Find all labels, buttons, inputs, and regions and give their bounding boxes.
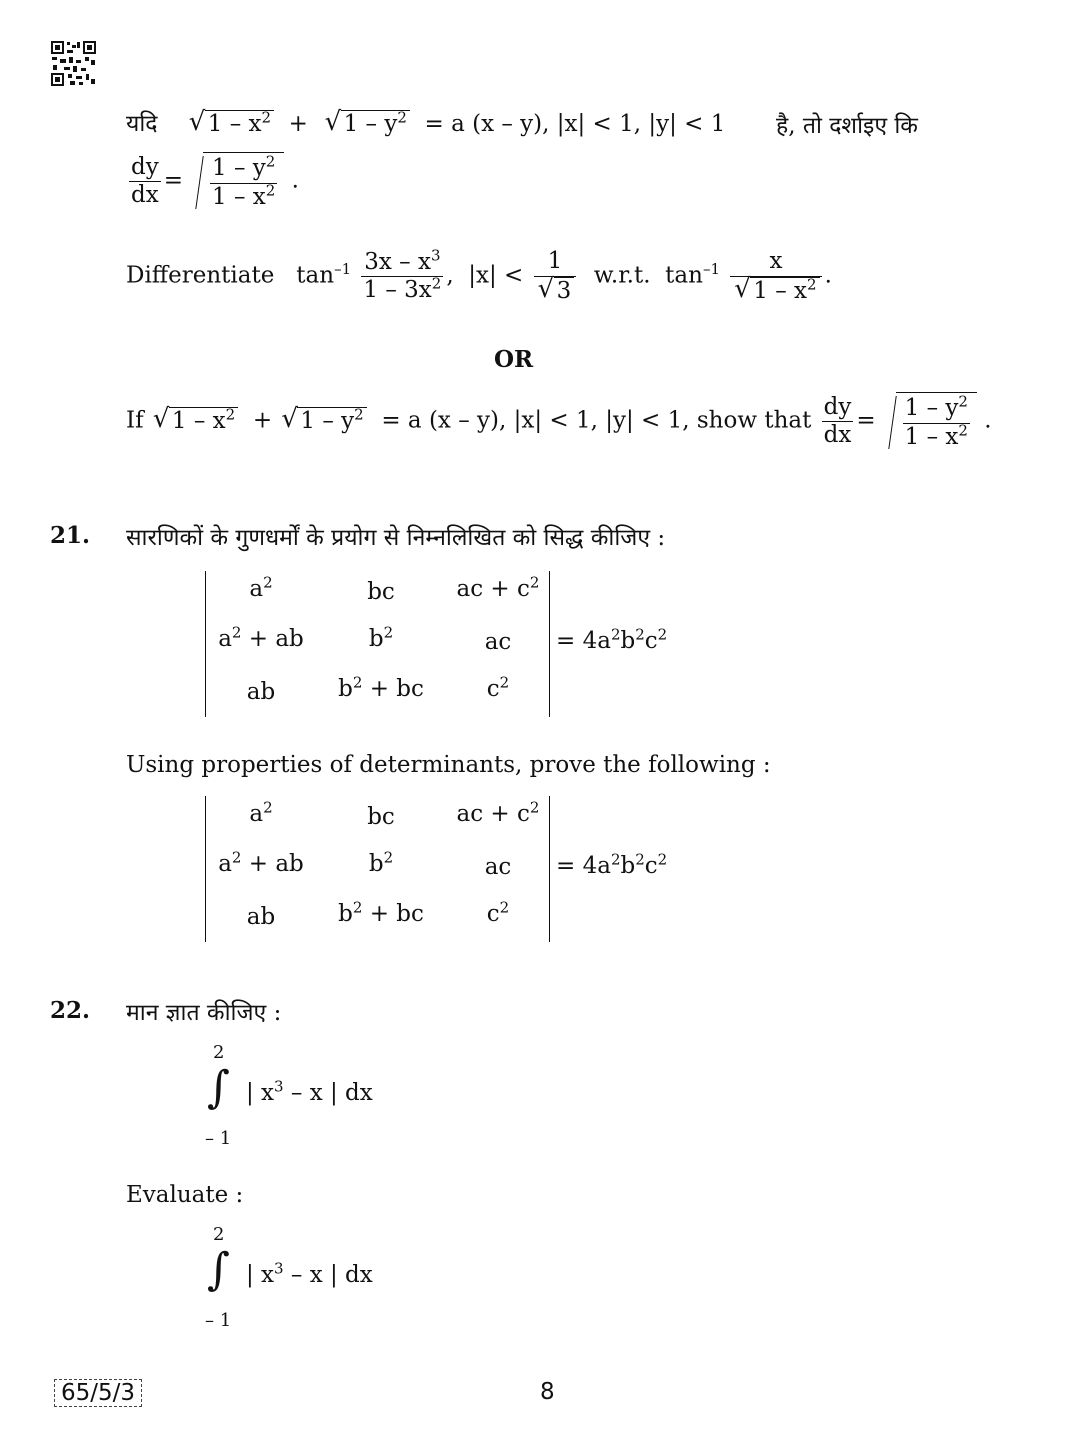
sqrt-one-minus-y2-en: √ $1 - y^2$ [281,407,366,434]
integral-lower-limit-english: – 1 [205,1310,232,1331]
sqrt-one-minus-x2: √ $1 - x^2$ [189,110,274,137]
or-separator: OR [494,346,534,373]
q20-hindi-result: $\frac{dy}{dx}$ = $\frac{1 - y^2}{1 - x^2}$ . [131,152,299,210]
paper-code: 65/5/3 [54,1379,142,1407]
determinant-hindi: $a^2$ bc ac + $c^2$ $a^2$ + ab $b^2$ ac ab $b^2$ + bc $c^2$ [205,571,550,717]
sqrt-ratio: $\frac{1 - y^2}{1 - x^2}$ [183,152,284,211]
page-number: 8 [540,1379,555,1405]
hindi-yadi: यदि [126,111,158,137]
q22-hindi-text: मान ज्ञात कीजिए : [126,1000,282,1026]
integral-sign-hindi: ∫ [207,1062,230,1113]
determinant-rhs-english: = $4a^2b^2c^2$ [556,850,668,879]
q21-english-text: Using properties of determinants, prove the following : [126,752,771,778]
hindi-suffix: है, तो दर्शाइए कि [776,113,918,139]
question-number-22: 22. [50,997,91,1024]
tan-argument-fraction: $\frac{3x - x^3}{1 - 3x^2}$ [363,245,442,304]
question-number-21: 21. [50,522,91,549]
integrand-english: | $x^3$ – x | dx [246,1259,373,1288]
sqrt-ratio-en: $\frac{1 - y^2}{1 - x^2}$ [876,392,977,451]
differentiate-label: Differentiate [126,262,275,289]
x-over-sqrt-fraction: x √ $1 - x^2$ [730,248,821,305]
integral-upper-limit-hindi: 2 [213,1042,225,1063]
q20-english-line: If √ $1 - x^2$ + √ $1 - y^2 = a$ (x – y), |x| < 1, |y| < 1, show that $\frac{dy}{dx}$ = $\frac{1 - y^2}{1 - x^2}$ . [126,392,992,451]
sqrt-one-minus-x2-en: √ $1 - x^2$ [153,407,238,434]
q20-differentiate-line: Differentiate $\tan^{-1}$ $\frac{3x - x^3}{1 - 3x^2}$ , |x| < 1 √ 3 w.r.t. $\tan^{-1}$ x √ $1 - x^2$ . [126,248,832,305]
integral-sign-english: ∫ [207,1244,230,1295]
hindi-condition: = a (x – y), |x| < 1, |y| < 1 [424,111,726,137]
determinant-rhs-hindi: = $4a^2b^2c^2$ [556,625,668,654]
integral-lower-limit-hindi: – 1 [205,1128,232,1149]
one-over-root3: 1 √ 3 [534,248,577,305]
qr-code [50,40,97,87]
q22-english-text: Evaluate : [126,1182,244,1208]
determinant-english: $a^2$ bc ac + $c^2$ $a^2$ + ab $b^2$ ac ab $b^2$ + bc $c^2$ [205,796,550,942]
q21-hindi-text: सारणिकों के गुणधर्मों के प्रयोग से निम्नलिखित को सिद्ध कीजिए : [126,525,666,551]
integrand-hindi: | $x^3$ – x | dx [246,1077,373,1106]
q20-hindi-line: यदि √ $1 - x^2$ + √ $1 - y^2 = a$ (x – y), |x| < 1, |y| < 1 [126,106,725,138]
integral-upper-limit-english: 2 [213,1224,225,1245]
dy-dx-fraction: $\frac{dy}{dx}$ [131,153,159,209]
dy-dx-fraction-en: $\frac{dy}{dx}$ [823,393,852,449]
sqrt-one-minus-y2: √ $1 - y^2$ [325,110,410,137]
